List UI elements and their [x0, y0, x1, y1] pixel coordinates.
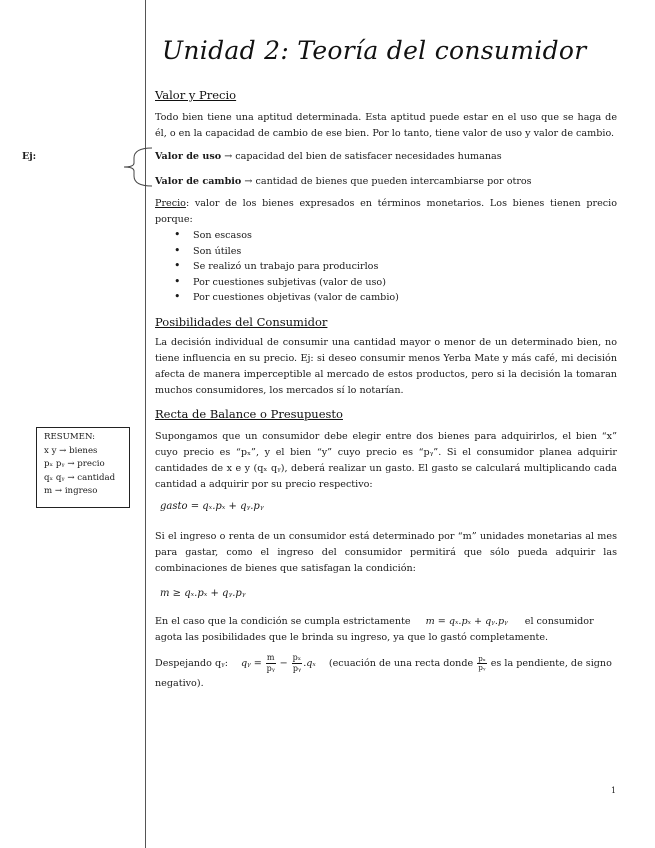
p3-text-b: el consumidor	[524, 616, 594, 627]
page-title: Unidad 2: Teoría del consumidor	[162, 36, 587, 65]
precio-bullet-list	[174, 227, 399, 305]
fraction-m-py	[266, 653, 276, 674]
valor-cambio-desc: → cantidad de bienes que pueden intercambiarse por otros	[244, 176, 532, 187]
frac-num: pₓ	[478, 655, 486, 663]
frac-num: m	[266, 653, 275, 662]
resumen-box	[36, 427, 130, 508]
formula-qy-lhs: qᵧ =	[241, 658, 262, 669]
list-item: • Por cuestiones objetivas (valor de cambio)	[174, 289, 399, 305]
formula-restriccion: m ≥ qₓ.pₓ + qᵧ.pᵧ	[160, 588, 246, 599]
valor-uso-desc: → capacidad del bien de satisfacer necesidades humanas	[224, 151, 502, 162]
fraction-px-py	[292, 653, 303, 674]
despejando-end: negativo).	[155, 678, 204, 689]
valor-cambio-line	[155, 176, 532, 187]
despejando-note-2: es la pendiente, de signo	[490, 658, 612, 669]
p3-text-a: En el caso que la condición se cumpla estrictamente	[155, 616, 411, 627]
recta-paragraph-1: Supongamos que un consumidor debe elegir entre dos bienes para adquirirlos, el bien “x” cuyo precio es “pₓ”, y el bien “y” cuyo precio es “pᵧ”. Si el consumidor planea adquirir cantidades de x e y (qₓ qᵧ), deberá realizar un gasto. El gasto se calculará multiplicando cada cantidad a adquirir por su precio respectivo:	[155, 431, 617, 490]
ej-label: Ej:	[22, 151, 37, 162]
despejando-line	[155, 652, 612, 676]
recta-paragraph-2: Si el ingreso o renta de un consumidor está determinado por “m” unidades monetarias al mes para gastar, como el ingreso del consumidor permitirá que sólo pueda adquirir las combinaciones de bienes que satisfagan la condición:	[155, 531, 617, 574]
valor-uso-line	[155, 151, 502, 162]
despejando-label: Despejando qᵧ:	[155, 658, 228, 669]
valor-uso-term: Valor de uso	[155, 151, 222, 162]
heading-valor-precio: Valor y Precio	[155, 88, 237, 102]
precio-term: Precio	[155, 198, 186, 209]
frac-den: pᵧ	[292, 664, 301, 673]
resumen-row: x y → bienes	[44, 445, 98, 456]
recta-paragraph-3-line	[155, 616, 594, 627]
heading-recta-balance: Recta de Balance o Presupuesto	[155, 407, 343, 421]
frac-den: pᵧ	[266, 664, 275, 673]
despejando-note: (ecuación de una recta donde	[328, 658, 474, 669]
resumen-row: qₓ qᵧ → cantidad	[44, 472, 116, 483]
posibilidades-text: La decisión individual de consumir una cantidad mayor o menor de un determinado bien, no tiene influencia en su precio. Ej: si deseo consumir menos Yerba Mate y más café, mi decisión afecta de manera imperceptible al mercado de estos productos, pero si la decisión la tomaran muchos consumidores, los mercados sí lo notarían.	[155, 337, 617, 396]
resumen-title: RESUMEN:	[44, 432, 96, 442]
list-item: • Por cuestiones subjetivas (valor de uso)	[174, 274, 399, 290]
frac-den: pᵧ	[478, 664, 486, 672]
minus-sign: −	[279, 658, 288, 669]
precio-desc: : valor de los bienes expresados en términos monetarios. Los bienes tienen precio porque:	[155, 198, 617, 225]
formula-gasto: gasto = qₓ.pₓ + qᵧ.pᵧ	[160, 501, 264, 512]
precio-paragraph	[155, 196, 617, 228]
frac-num: pₓ	[292, 653, 302, 662]
list-item: • Se realizó un trabajo para producirlos	[174, 258, 399, 274]
margin-line	[145, 0, 146, 848]
resumen-row: m → ingreso	[44, 486, 98, 496]
list-item: • Son útiles	[174, 243, 399, 259]
heading-posibilidades: Posibilidades del Consumidor	[155, 315, 328, 329]
valor-cambio-term: Valor de cambio	[155, 176, 242, 187]
formula-qx: .qₓ	[303, 658, 316, 669]
resumen-row: pₓ pᵧ → precio	[44, 459, 105, 469]
formula-igualdad: m = qₓ.pₓ + qᵧ.pᵧ	[425, 616, 508, 627]
page-number: 1	[611, 786, 617, 795]
p3-text-c: agota las posibilidades que le brinda su ingreso, ya que lo gastó completamente.	[155, 632, 549, 643]
list-item: • Son escasos	[174, 227, 399, 243]
fraction-slope	[477, 655, 486, 672]
valor-intro: Todo bien tiene una aptitud determinada. Esta aptitud puede estar en el uso que se haga de él, o en la capacidad de cambio de ese bien. Por lo tanto, tiene valor de uso y valor de cambio.	[155, 112, 617, 139]
curly-brace-icon	[112, 146, 154, 188]
